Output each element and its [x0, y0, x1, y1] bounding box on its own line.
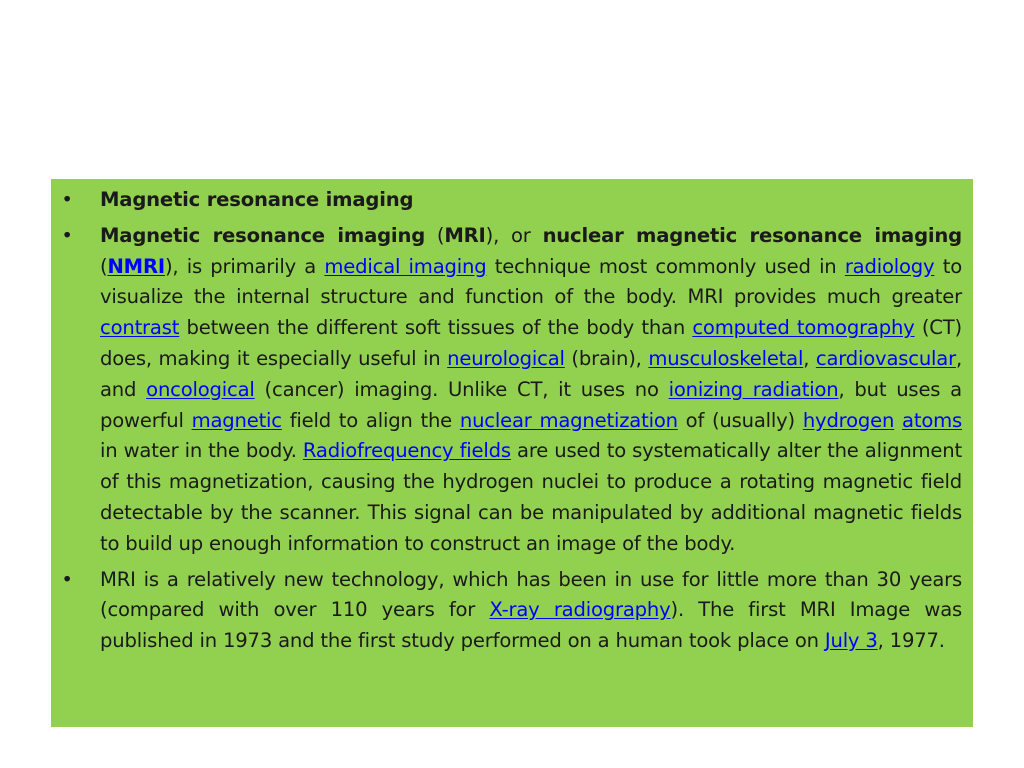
link-musculoskeletal[interactable]: musculoskeletal [648, 346, 804, 370]
text-segment: between the different soft tissues of the body than [179, 316, 693, 340]
link-magnetic[interactable]: magnetic [191, 408, 282, 432]
text-segment: , 1977. [877, 629, 945, 653]
bullet-item-heading [51, 185, 962, 216]
link-cardiovascular[interactable]: cardiovascular [815, 346, 956, 370]
link-oncological[interactable]: oncological [146, 377, 255, 401]
link-ionizing-radiation[interactable]: ionizing radiation [668, 377, 839, 401]
bullet-item-history [51, 565, 962, 657]
term-mri-full: Magnetic resonance imaging [100, 223, 426, 247]
text-segment: ( [100, 254, 108, 278]
text-segment: to visualize the internal structure and function of the body. MRI provides much greater [100, 254, 963, 309]
heading-text: Magnetic resonance imaging [100, 188, 414, 211]
text-segment: (CT) does, making it especially useful in [100, 316, 962, 370]
bullet-icon: • [61, 567, 73, 591]
content-box [51, 179, 973, 727]
link-nmri[interactable]: NMRI [107, 254, 165, 278]
text-segment: in water in the body. [100, 439, 303, 463]
link-hydrogen[interactable]: hydrogen [802, 408, 895, 432]
link-medical-imaging[interactable]: medical imaging [324, 254, 487, 278]
link-computed-tomography[interactable]: computed tomography [692, 316, 915, 340]
link-xray-radiography[interactable]: X-ray radiography [489, 598, 671, 622]
link-contrast[interactable]: contrast [100, 316, 180, 340]
link-radiology[interactable]: radiology [844, 254, 935, 278]
link-atoms[interactable]: atoms [902, 408, 963, 432]
bullet-list [51, 185, 962, 657]
text-segment: MRI is a relatively new technology, which has been in use for little more than 30 years (compared with over 110 years for [100, 567, 962, 622]
text-segment: (cancer) imaging. Unlike CT, it uses no [254, 377, 669, 401]
bullet-item-definition [51, 221, 962, 560]
text-segment: technique most commonly used in [486, 254, 845, 278]
link-nuclear-magnetization[interactable]: nuclear magnetization [459, 408, 678, 432]
text-segment: ), or [485, 223, 543, 247]
text-segment: , [803, 346, 816, 370]
bullet-icon: • [61, 223, 73, 247]
link-neurological[interactable]: neurological [447, 346, 565, 370]
text-segment: of (usually) [677, 408, 803, 432]
term-nmri-full: nuclear magnetic resonance imaging [542, 223, 962, 247]
text-segment: ). The first MRI Image was published in 1973 and the first study performed on a human took place on [100, 598, 963, 653]
term-mri: MRI [444, 223, 486, 247]
text-segment: , and [100, 346, 962, 401]
text-segment: (brain), [564, 346, 649, 370]
text-segment: ( [425, 223, 445, 247]
link-july-3[interactable]: July 3 [824, 629, 878, 653]
text-segment: , but uses a powerful [100, 377, 962, 432]
text-segment: ), is primarily a [164, 254, 325, 278]
text-segment: are used to systematically alter the alignment of this magnetization, causing the hydrogen nuclei to produce a rotating magnetic field detectable by the scanner. This signal can be manipulated by additional magnetic fields to build up enough information to construct an image of the body. [100, 439, 962, 555]
text-segment [894, 409, 902, 432]
link-radiofrequency-fields[interactable]: Radiofrequency fields [302, 439, 511, 463]
text-segment: field to align the [281, 408, 460, 432]
bullet-icon: • [61, 188, 73, 211]
